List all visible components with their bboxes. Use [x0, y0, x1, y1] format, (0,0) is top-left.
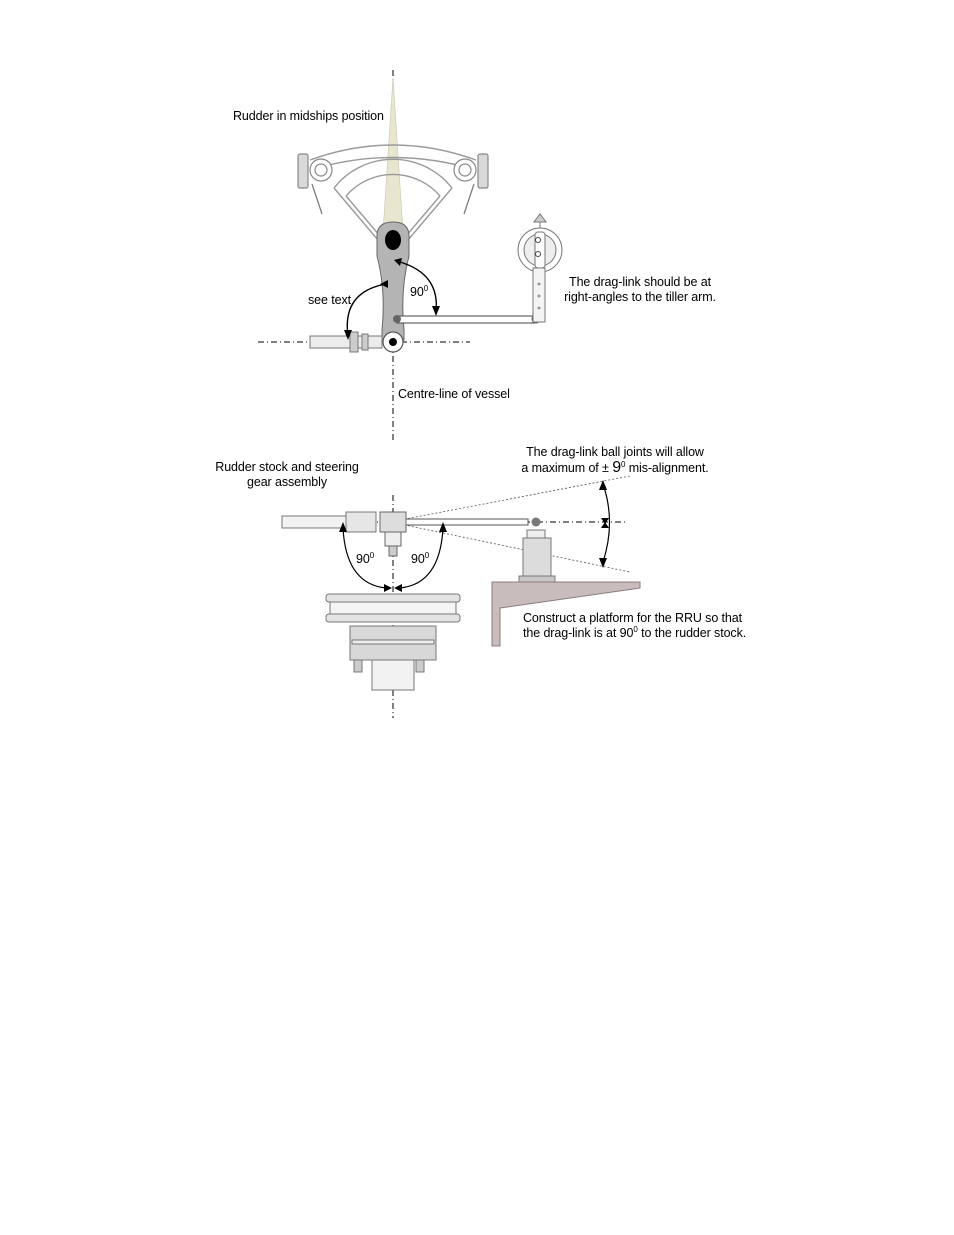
rru-side-view	[519, 518, 555, 582]
side-bearing-block	[350, 626, 436, 690]
balljoint-line2	[515, 460, 715, 476]
drag-link	[393, 315, 541, 324]
rudder-stock	[385, 230, 401, 250]
balljoint-degree-number: 9	[612, 459, 621, 476]
balljoint-degree-unit: 0	[621, 459, 626, 469]
rudder-midships-label: Rudder in midships position	[233, 109, 384, 123]
balljoint-label	[515, 445, 715, 476]
right-pulley-block	[454, 154, 488, 214]
side-angle-right-label	[411, 552, 429, 567]
dragLink-instruction-line1: The drag-link should be at	[569, 275, 711, 289]
rudder-stock-line1: Rudder stock and steering	[215, 460, 359, 474]
dragLink-instruction-label	[560, 275, 720, 305]
top-view-drawing	[258, 70, 562, 440]
side-angle-left-value: 90	[356, 552, 370, 566]
see-text-label: see text	[308, 293, 351, 307]
platform-line2-post: to the rudder stock.	[637, 626, 747, 640]
side-angle-right-unit: 0	[424, 550, 430, 560]
dragLink-instruction-line2: right-angles to the tiller arm.	[564, 290, 716, 304]
balljoint-line2-pre: a maximum of ±	[521, 461, 613, 475]
balljoint-line2-post: mis-alignment.	[625, 461, 709, 475]
rudder-beam-wedge	[383, 78, 403, 232]
balljoint-line1: The drag-link ball joints will allow	[526, 445, 704, 459]
side-shaft-left	[282, 516, 348, 528]
platform-line2-unit: 0	[633, 624, 638, 634]
rudder-stock-line2: gear assembly	[247, 475, 327, 489]
misalignment-upper-line	[400, 476, 630, 520]
angle-90-value: 90	[410, 285, 424, 299]
centreline-label: Centre-line of vessel	[398, 387, 510, 401]
side-angle-right-value: 90	[411, 552, 425, 566]
side-angle-left-unit: 0	[369, 550, 375, 560]
left-pulley-block	[298, 154, 332, 214]
platform-line2	[523, 626, 746, 641]
side-view-drawing	[282, 476, 640, 718]
rru-top-view	[518, 214, 562, 322]
platform-label	[523, 611, 746, 641]
see-text-arc	[347, 284, 386, 336]
side-tiller-hub	[380, 512, 406, 556]
angle-90-label	[410, 285, 428, 300]
angle-90-unit: 0	[423, 283, 429, 293]
platform-line2-pre: the drag-link is at 90	[523, 626, 634, 640]
side-angle-left-label	[356, 552, 374, 567]
side-dragLink	[398, 519, 528, 525]
side-quadrant-wheel	[326, 594, 460, 622]
rudder-stock-label	[212, 460, 362, 490]
platform-line1: Construct a platform for the RRU so that	[523, 611, 743, 625]
misalignment-arc	[603, 484, 610, 562]
